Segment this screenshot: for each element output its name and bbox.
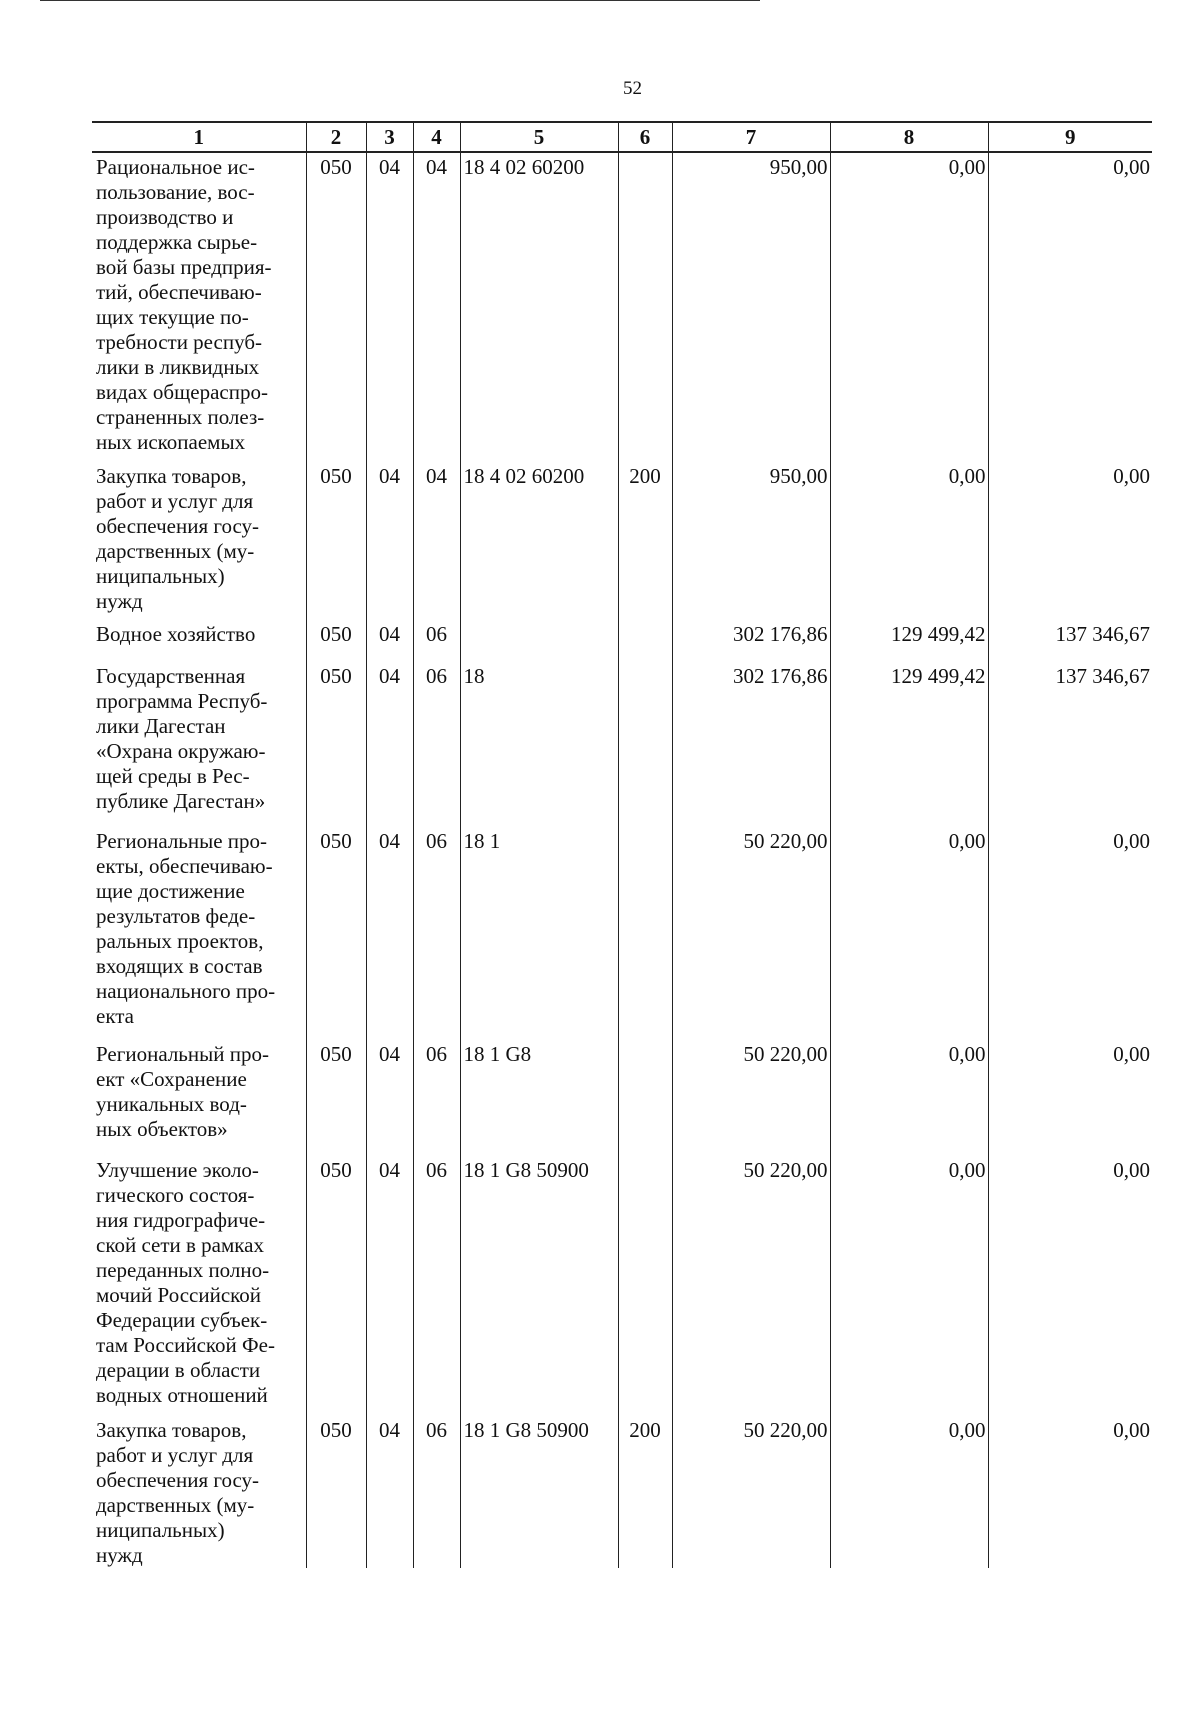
amount-col7-cell: 302 176,86: [672, 662, 830, 827]
subsection-cell: 06: [413, 620, 460, 662]
page-number: 52: [623, 78, 642, 99]
top-scan-rule: [40, 0, 760, 1]
amount-col9-cell: 0,00: [988, 1416, 1152, 1568]
table-row: [92, 620, 1152, 662]
expense-type-cell: 200: [618, 1416, 672, 1568]
row-name: Закупка товаров, работ и услуг для обеспечения госу- дарственных (му- ниципальных) нужд: [96, 1418, 260, 1567]
admin-code-cell: 050: [306, 1040, 366, 1156]
row-name: Региональные про- екты, обеспечиваю- щие достижение результатов феде- ральных проектов, входящих в состав национального про- екта: [96, 829, 276, 1028]
target-article-cell: 18: [460, 662, 618, 827]
amount-col9-cell: 0,00: [988, 827, 1152, 1040]
subsection-cell: 06: [413, 1156, 460, 1416]
row-name-cell: [92, 1416, 306, 1568]
row-name: Закупка товаров, работ и услуг для обеспечения госу- дарственных (му- ниципальных) нужд: [96, 464, 260, 613]
admin-code-cell: 050: [306, 662, 366, 827]
section-cell: 04: [366, 827, 413, 1040]
expense-type-cell: [618, 1156, 672, 1416]
expense-type-cell: [618, 1040, 672, 1156]
amount-col7-cell: 302 176,86: [672, 620, 830, 662]
section-cell: 04: [366, 1040, 413, 1156]
row-name-cell: [92, 620, 306, 662]
expense-type-cell: [618, 827, 672, 1040]
target-article-cell: 18 4 02 60200: [460, 462, 618, 620]
section-cell: 04: [366, 152, 413, 462]
subsection-cell: 06: [413, 1040, 460, 1156]
subsection-cell: 06: [413, 662, 460, 827]
column-header: 7: [672, 122, 830, 152]
amount-col7-cell: 950,00: [672, 152, 830, 462]
row-name: Государственная программа Респуб- лики Дагестан «Охрана окружаю- щей среды в Рес- публике Дагестан»: [96, 664, 268, 813]
amount-col8-cell: 0,00: [830, 827, 988, 1040]
amount-col7-cell: 50 220,00: [672, 1416, 830, 1568]
table-row: [92, 152, 1152, 462]
admin-code-cell: 050: [306, 152, 366, 462]
admin-code-cell: 050: [306, 1416, 366, 1568]
subsection-cell: 04: [413, 462, 460, 620]
target-article-cell: 18 4 02 60200: [460, 152, 618, 462]
amount-col9-cell: 0,00: [988, 152, 1152, 462]
section-cell: 04: [366, 620, 413, 662]
target-article-cell: [460, 620, 618, 662]
table-row: [92, 462, 1152, 620]
table-row: [92, 1416, 1152, 1568]
subsection-cell: 04: [413, 152, 460, 462]
amount-col9-cell: 137 346,67: [988, 662, 1152, 827]
target-article-cell: 18 1 G8: [460, 1040, 618, 1156]
row-name: Региональный про- ект «Сохранение уникальных вод- ных объектов»: [96, 1042, 269, 1141]
budget-table: [92, 121, 1152, 1568]
target-article-cell: 18 1: [460, 827, 618, 1040]
row-name: Водное хозяйство: [96, 622, 256, 646]
row-name-cell: [92, 827, 306, 1040]
amount-col7-cell: 50 220,00: [672, 1040, 830, 1156]
section-cell: 04: [366, 1156, 413, 1416]
section-cell: 04: [366, 462, 413, 620]
expense-type-cell: [618, 620, 672, 662]
header-row: [92, 122, 1152, 152]
expense-type-cell: [618, 152, 672, 462]
row-name: Улучшение эколо- гического состоя- ния гидрографиче- ской сети в рамках переданных полно- мочий Российской Федерации субъек- там Российской Фе- дерации в области водных отношений: [96, 1158, 275, 1407]
admin-code-cell: 050: [306, 620, 366, 662]
admin-code-cell: 050: [306, 1156, 366, 1416]
amount-col8-cell: 0,00: [830, 1040, 988, 1156]
column-header: 9: [988, 122, 1152, 152]
subsection-cell: 06: [413, 1416, 460, 1568]
amount-col9-cell: 0,00: [988, 1040, 1152, 1156]
amount-col9-cell: 137 346,67: [988, 620, 1152, 662]
amount-col7-cell: 50 220,00: [672, 1156, 830, 1416]
column-header: 1: [92, 122, 306, 152]
amount-col8-cell: 129 499,42: [830, 620, 988, 662]
column-header: 2: [306, 122, 366, 152]
amount-col7-cell: 950,00: [672, 462, 830, 620]
admin-code-cell: 050: [306, 827, 366, 1040]
column-header: 4: [413, 122, 460, 152]
table-row: [92, 827, 1152, 1040]
expense-type-cell: 200: [618, 462, 672, 620]
row-name-cell: [92, 462, 306, 620]
target-article-cell: 18 1 G8 50900: [460, 1156, 618, 1416]
row-name-cell: [92, 152, 306, 462]
target-article-cell: 18 1 G8 50900: [460, 1416, 618, 1568]
column-header: 3: [366, 122, 413, 152]
row-name: Рациональное ис- пользование, вос- производство и поддержка сырье- вой базы предприя- тий, обеспечиваю- щих текущие по- требности респуб- лики в ликвидных видах общераспро- страненных полез- ных ископаемых: [96, 155, 272, 454]
amount-col8-cell: 129 499,42: [830, 662, 988, 827]
section-cell: 04: [366, 662, 413, 827]
row-name-cell: [92, 1040, 306, 1156]
table-row: [92, 1156, 1152, 1416]
amount-col9-cell: 0,00: [988, 1156, 1152, 1416]
amount-col9-cell: 0,00: [988, 462, 1152, 620]
table-row: [92, 662, 1152, 827]
column-header: 8: [830, 122, 988, 152]
amount-col8-cell: 0,00: [830, 462, 988, 620]
row-name-cell: [92, 662, 306, 827]
subsection-cell: 06: [413, 827, 460, 1040]
row-name-cell: [92, 1156, 306, 1416]
column-header: 5: [460, 122, 618, 152]
admin-code-cell: 050: [306, 462, 366, 620]
table-row: [92, 1040, 1152, 1156]
column-header: 6: [618, 122, 672, 152]
amount-col8-cell: 0,00: [830, 1156, 988, 1416]
amount-col8-cell: 0,00: [830, 1416, 988, 1568]
section-cell: 04: [366, 1416, 413, 1568]
expense-type-cell: [618, 662, 672, 827]
amount-col8-cell: 0,00: [830, 152, 988, 462]
amount-col7-cell: 50 220,00: [672, 827, 830, 1040]
